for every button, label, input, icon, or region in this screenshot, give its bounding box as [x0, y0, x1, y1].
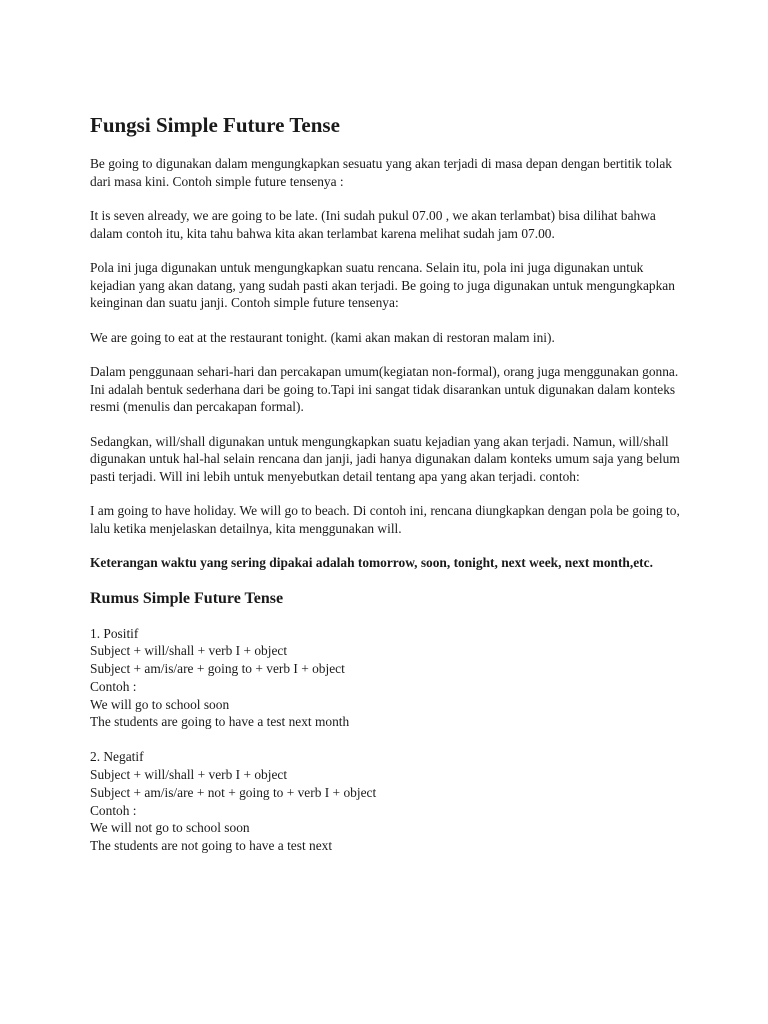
formula-positif: [90, 625, 690, 732]
formula-negatif: [90, 748, 690, 855]
negatif-example-going-to: The students are not going to have a test next: [90, 838, 333, 854]
positif-formula-going-to: Subject + am/is/are + going to + verb I + object: [90, 661, 345, 677]
positif-heading: 1. Positif: [90, 625, 139, 641]
paragraph-example-restaurant: We are going to eat at the restaurant tonight. (kami akan makan di restoran malam ini).: [90, 329, 555, 345]
positif-example-will: We will go to school soon: [90, 696, 230, 712]
time-adverb-note: Keterangan waktu yang sering dipakai adalah tomorrow, soon, tonight, next week, next month,etc.: [90, 555, 653, 570]
document-page: [90, 112, 690, 872]
paragraph-example-holiday: I am going to have holiday. We will go to beach. Di contoh ini, rencana diungkapkan dengan pola be going to, lalu ketika menjelaskan detailnya, kita menggunakan will.: [90, 503, 680, 536]
section-heading-rumus: Rumus Simple Future Tense: [90, 589, 284, 607]
paragraph-plan: Pola ini juga digunakan untuk mengungkapkan suatu rencana. Selain itu, pola ini juga digunakan untuk kejadian yang akan datang, yang sudah pasti akan terjadi. Be going to juga digunakan untuk mengungkapkan keinginan dan suatu janji. Contoh simple future tensenya:: [90, 260, 675, 310]
paragraph-gonna: Dalam penggunaan sehari-hari dan percakapan umum(kegiatan non-formal), orang juga menggunakan gonna. Ini adalah bentuk sederhana dari be going to.Tapi ini sangat tidak disarankan untuk digunakan dalam konteks resmi (menulis dan percakapan formal).: [90, 364, 679, 414]
negatif-example-will: We will not go to school soon: [90, 820, 250, 836]
page-title: Fungsi Simple Future Tense: [90, 113, 340, 137]
negatif-contoh-label: Contoh :: [90, 802, 137, 818]
negatif-formula-will: Subject + will/shall + verb I + object: [90, 767, 288, 783]
positif-contoh-label: Contoh :: [90, 678, 137, 694]
paragraph-will-shall: Sedangkan, will/shall digunakan untuk mengungkapkan suatu kejadian yang akan terjadi. Namun, will/shall digunakan untuk hal-hal selain rencana dan janji, jadi hanya digunakan dalam konteks umum saja yang belum pasti terjadi. Will ini lebih untuk menyebutkan detail tentang apa yang akan terjadi. contoh:: [90, 433, 680, 484]
positif-formula-will: Subject + will/shall + verb I + object: [90, 643, 288, 659]
positif-example-going-to: The students are going to have a test next month: [90, 714, 350, 730]
negatif-heading: 2. Negatif: [90, 749, 144, 765]
negatif-formula-going-to: Subject + am/is/are + not + going to + verb I + object: [90, 784, 377, 800]
paragraph-intro: Be going to digunakan dalam mengungkapkan sesuatu yang akan terjadi di masa depan dengan bertitik tolak dari masa kini. Contoh simple future tensenya :: [90, 156, 672, 189]
paragraph-example-late: It is seven already, we are going to be late. (Ini sudah pukul 07.00 , we akan terlambat) bisa dilihat bahwa dalam contoh itu, kita tahu bahwa kita akan terlambat karena melihat sudah jam 07.00.: [90, 208, 656, 241]
